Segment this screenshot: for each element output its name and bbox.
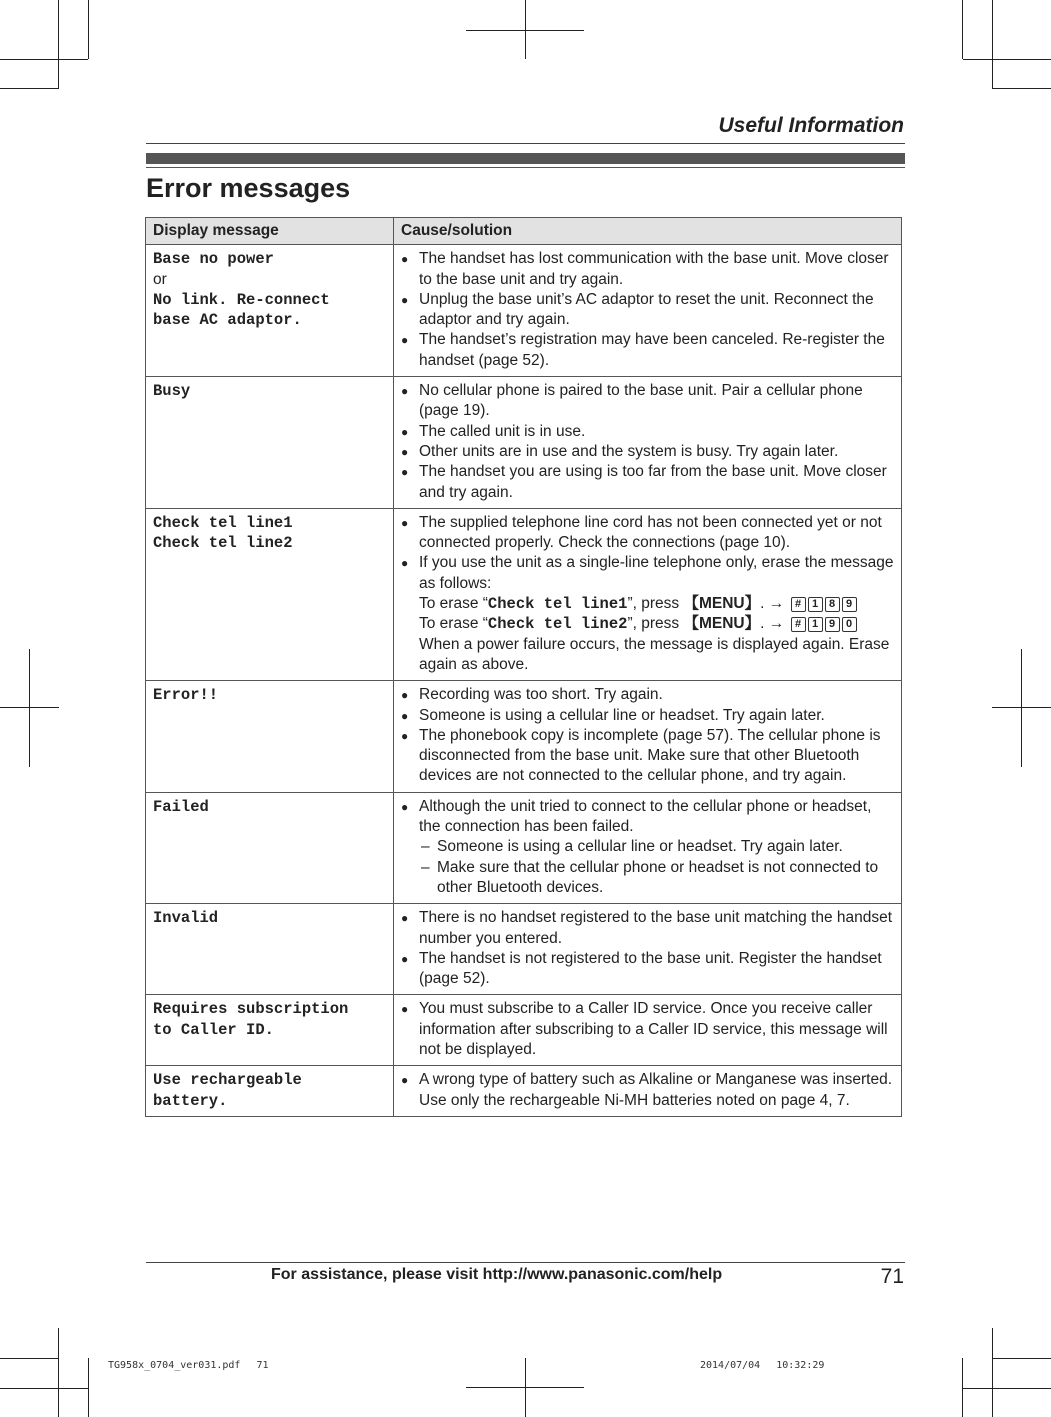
bullet-item: ● Someone is using a cellular line or headset. Try again later.	[401, 706, 894, 726]
cause-cell	[394, 681, 902, 792]
message-cell	[146, 508, 394, 680]
erase-instruction-2: To erase “Check tel line2”, press 【MENU】. → # 1 9 0	[401, 614, 894, 634]
power-failure-note: When a power failure occurs, the message is displayed again. Erase again as above.	[419, 635, 890, 673]
digit-key: 0	[842, 617, 857, 632]
bullet-item: ● You must subscribe to a Caller ID service. Once you receive caller information after subscribing to a Caller ID service, this message will not be displayed.	[401, 999, 894, 1060]
erase-instruction-1: To erase “Check tel line1”, press 【MENU】. → # 1 8 9	[401, 594, 894, 614]
bullet-item: ● The handset’s registration may have been canceled. Re-register the handset (page 52).	[401, 330, 894, 371]
print-date-info: 2014/07/04 10:32:29	[700, 1360, 825, 1371]
menu-key: 【MENU】	[683, 595, 761, 613]
message-cell	[146, 377, 394, 509]
table-row	[146, 681, 902, 792]
print-file-info: TG958x_0704_ver031.pdf 71	[108, 1360, 269, 1371]
bullet-item: ● If you use the unit as a single-line telephone only, erase the message as follows:	[401, 553, 894, 594]
title-bar	[146, 153, 905, 164]
message-text: Use rechargeable	[153, 1071, 302, 1090]
message-text: Check tel line2	[153, 534, 293, 553]
bullet-item: ● The handset you are using is too far from the base unit. Move closer and try again.	[401, 462, 894, 503]
bullet-item: ● The called unit is in use.	[401, 422, 894, 442]
message-cell	[146, 904, 394, 995]
table-row	[146, 508, 902, 680]
bullet-item: ● Although the unit tried to connect to the cellular phone or headset, the connection has been failed.	[401, 797, 894, 838]
page-number: 71	[880, 1265, 904, 1288]
col-display-message: Display message	[146, 218, 394, 245]
digit-key: 1	[808, 617, 823, 632]
message-text: Requires subscription	[153, 1000, 349, 1019]
hash-key: #	[791, 617, 806, 632]
table-header-row	[146, 218, 902, 245]
col-cause-solution: Cause/solution	[394, 218, 902, 245]
bullet-item: ● The supplied telephone line cord has not been connected yet or not connected properly. Check the connections (page 10).	[401, 513, 894, 554]
cause-cell	[394, 904, 902, 995]
cause-cell	[394, 1066, 902, 1117]
table-row	[146, 792, 902, 903]
message-text: battery.	[153, 1091, 228, 1110]
bullet-item: ● The handset has lost communication with the base unit. Move closer to the base unit and try again.	[401, 249, 894, 290]
digit-key: 9	[842, 597, 857, 612]
title-bar-underline	[146, 167, 905, 168]
message-text: Check tel line2	[487, 615, 628, 634]
message-cell	[146, 245, 394, 377]
dash-item: – Make sure that the cellular phone or headset is not connected to other Bluetooth devices.	[419, 858, 894, 899]
error-messages-table	[145, 217, 902, 1117]
hash-key: #	[791, 597, 806, 612]
section-header: Useful Information	[718, 114, 904, 137]
message-cell	[146, 681, 394, 792]
cause-cell	[394, 792, 902, 903]
bullet-item: ● The phonebook copy is incomplete (page 57). The cellular phone is disconnected from the base unit. Make sure that other Bluetooth devices are not connected to the cellular phone, and try again.	[401, 726, 894, 787]
footer-rule	[146, 1262, 905, 1263]
bullet-item: ● There is no handset registered to the base unit matching the handset number you entered.	[401, 908, 894, 949]
bullet-item: ● Other units are in use and the system is busy. Try again later.	[401, 442, 894, 462]
message-text: to Caller ID.	[153, 1020, 274, 1039]
table-row	[146, 995, 902, 1066]
bullet-item: ● A wrong type of battery such as Alkaline or Manganese was inserted. Use only the rechargeable Ni-MH batteries noted on page 4, 7.	[401, 1070, 894, 1111]
table-row	[146, 904, 902, 995]
page-title: Error messages	[146, 173, 351, 203]
cause-cell	[394, 508, 902, 680]
message-text: Base no power	[153, 250, 274, 269]
bullet-item: ● Unplug the base unit’s AC adaptor to reset the unit. Reconnect the adaptor and try again.	[401, 290, 894, 331]
message-text: base AC adaptor.	[153, 311, 302, 330]
header-rule	[146, 143, 905, 144]
message-cell	[146, 995, 394, 1066]
message-text: No link. Re-connect	[153, 290, 330, 309]
cause-cell	[394, 995, 902, 1066]
message-cell	[146, 1066, 394, 1117]
digit-key: 1	[808, 597, 823, 612]
bullet-item: ● Recording was too short. Try again.	[401, 685, 894, 705]
message-cell	[146, 792, 394, 903]
cause-cell	[394, 245, 902, 377]
digit-key: 8	[825, 597, 840, 612]
table-row	[146, 377, 902, 509]
arrow-icon: . →	[760, 595, 789, 613]
table-row	[146, 245, 902, 377]
message-text: Check tel line1	[487, 595, 628, 614]
dash-item: – Someone is using a cellular line or headset. Try again later.	[419, 837, 894, 857]
message-text: Invalid	[153, 909, 219, 928]
message-text: Busy	[153, 382, 191, 401]
bullet-item: ● No cellular phone is paired to the base unit. Pair a cellular phone (page 19).	[401, 381, 894, 422]
arrow-icon: . →	[760, 615, 789, 633]
message-text: Error!!	[153, 686, 219, 705]
or-text: or	[153, 270, 167, 288]
digit-key: 9	[825, 617, 840, 632]
menu-key: 【MENU】	[683, 615, 761, 633]
assistance-text: For assistance, please visit http://www.panasonic.com/help	[271, 1266, 723, 1283]
table-row	[146, 1066, 902, 1117]
message-text: Check tel line1	[153, 513, 293, 532]
cause-cell	[394, 377, 902, 509]
bullet-item: ● The handset is not registered to the base unit. Register the handset (page 52).	[401, 949, 894, 990]
message-text: Failed	[153, 797, 209, 816]
